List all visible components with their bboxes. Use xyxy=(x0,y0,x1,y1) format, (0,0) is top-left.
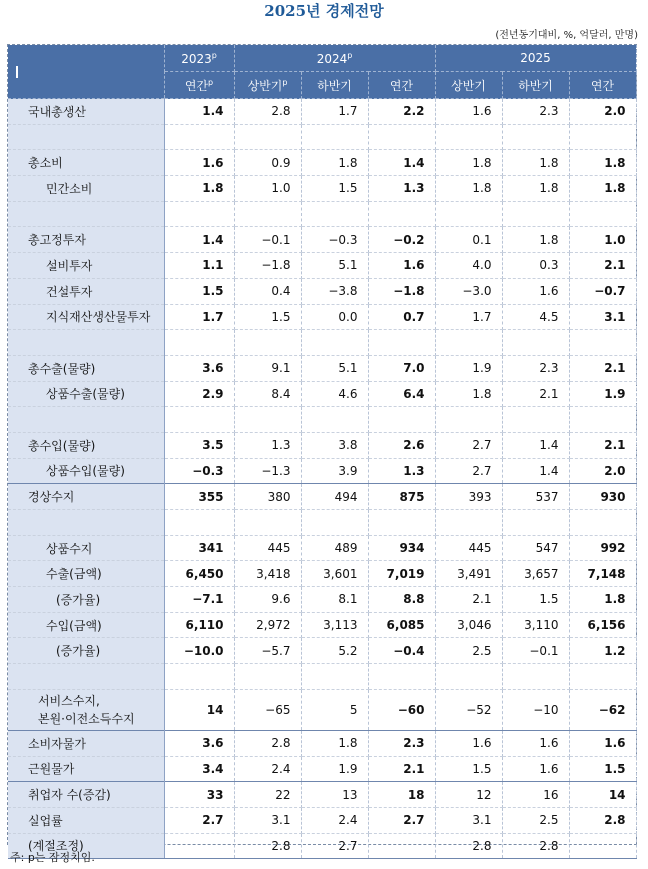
table-row xyxy=(8,304,636,330)
table-cell: 2.5 xyxy=(435,638,502,664)
table-cell: 3,046 xyxy=(435,612,502,638)
row-label: 건설투자 xyxy=(8,278,164,304)
table-cell: 2.5 xyxy=(502,807,569,833)
table-cell: 18 xyxy=(368,782,435,808)
table-cell: 2.8 xyxy=(234,833,301,859)
header-period: 하반기 xyxy=(502,72,569,99)
table-cell: 355 xyxy=(164,484,234,510)
row-label: 민간소비 xyxy=(8,176,164,202)
row-label xyxy=(8,124,164,150)
table-row xyxy=(8,381,636,407)
table-cell: 1.8 xyxy=(569,587,636,613)
row-label xyxy=(8,330,164,356)
table-row xyxy=(8,278,636,304)
table-cell: 0.4 xyxy=(234,278,301,304)
table-cell: 16 xyxy=(502,782,569,808)
table-cell: 5 xyxy=(301,689,368,730)
table-cell: 380 xyxy=(234,484,301,510)
table-cell: 1.3 xyxy=(368,176,435,202)
table-cell: 3.1 xyxy=(234,807,301,833)
table-cell: 341 xyxy=(164,535,234,561)
table-cell xyxy=(164,833,234,859)
table-cell: 1.8 xyxy=(301,730,368,756)
table-row xyxy=(8,510,636,536)
table-cell: 0.1 xyxy=(435,227,502,253)
table-cell xyxy=(435,201,502,227)
table-cell: 8.4 xyxy=(234,381,301,407)
table-cell xyxy=(234,664,301,690)
table-cell: 2.1 xyxy=(368,756,435,782)
table-cell: 2.1 xyxy=(569,432,636,458)
row-label: 지식재산생산물투자 xyxy=(8,304,164,330)
row-label xyxy=(8,201,164,227)
table-cell: 9.1 xyxy=(234,355,301,381)
table-cell: 1.9 xyxy=(569,381,636,407)
table-cell: 2.6 xyxy=(368,432,435,458)
table-cell: −0.3 xyxy=(301,227,368,253)
table-cell xyxy=(435,407,502,433)
table-row xyxy=(8,756,636,782)
table-cell: −1.8 xyxy=(368,278,435,304)
table-cell: −62 xyxy=(569,689,636,730)
header-period: 상반기$^p$ xyxy=(234,72,301,99)
forecast-table xyxy=(8,45,637,859)
page-title: 2025년 경제전망 xyxy=(264,2,384,20)
row-label: 수입(금액) xyxy=(8,612,164,638)
header-year-2023: 2023$^p$ xyxy=(164,45,234,72)
table-cell: 2.1 xyxy=(502,381,569,407)
table-cell: 1.5 xyxy=(234,304,301,330)
table-row xyxy=(8,432,636,458)
table-cell: 1.0 xyxy=(234,176,301,202)
table-cell: 4.0 xyxy=(435,253,502,279)
table-cell xyxy=(164,407,234,433)
table-row xyxy=(8,253,636,279)
table-row xyxy=(8,227,636,253)
table-cell: 5.1 xyxy=(301,355,368,381)
table-cell: 1.6 xyxy=(368,253,435,279)
table-cell: 934 xyxy=(368,535,435,561)
table-cell: 3.1 xyxy=(569,304,636,330)
row-label: 서비스수지, 본원·이전소득수지 xyxy=(8,689,164,730)
table-cell: 2.4 xyxy=(301,807,368,833)
row-label xyxy=(8,510,164,536)
table-row xyxy=(8,484,636,510)
table-cell xyxy=(569,833,636,859)
table-cell xyxy=(368,201,435,227)
table-cell xyxy=(234,330,301,356)
table-cell xyxy=(164,201,234,227)
row-label: 총수출(물량) xyxy=(8,355,164,381)
table-row xyxy=(8,458,636,484)
table-cell: 494 xyxy=(301,484,368,510)
header-row-years xyxy=(8,45,636,72)
table-cell: 2.3 xyxy=(368,730,435,756)
table-cell: 12 xyxy=(435,782,502,808)
table-cell xyxy=(502,407,569,433)
table-cell xyxy=(368,510,435,536)
table-row xyxy=(8,355,636,381)
table-row xyxy=(8,535,636,561)
table-row xyxy=(8,201,636,227)
table-cell: 3.6 xyxy=(164,730,234,756)
table-cell: −0.7 xyxy=(569,278,636,304)
row-label: (계절조정) xyxy=(8,833,164,859)
table-cell: 1.5 xyxy=(435,756,502,782)
table-cell: 1.8 xyxy=(502,150,569,176)
table-cell: 22 xyxy=(234,782,301,808)
table-row xyxy=(8,638,636,664)
row-label: 상품수지 xyxy=(8,535,164,561)
table-row xyxy=(8,561,636,587)
table-cell: 1.4 xyxy=(164,227,234,253)
table-cell: 1.8 xyxy=(502,227,569,253)
table-cell: 1.5 xyxy=(301,176,368,202)
table-cell: 2.2 xyxy=(368,99,435,125)
table-row xyxy=(8,664,636,690)
table-cell xyxy=(164,330,234,356)
table-cell: 3.4 xyxy=(164,756,234,782)
row-label: 수출(금액) xyxy=(8,561,164,587)
footnote: 주: p는 잠정치임. xyxy=(10,851,95,864)
table-cell: 1.8 xyxy=(435,150,502,176)
table-cell xyxy=(502,664,569,690)
table-cell xyxy=(435,664,502,690)
table-cell: 8.1 xyxy=(301,587,368,613)
table-cell: 2.8 xyxy=(234,730,301,756)
table-cell: 3.8 xyxy=(301,432,368,458)
table-cell: −3.8 xyxy=(301,278,368,304)
table-cell: −65 xyxy=(234,689,301,730)
row-label: 총수입(물량) xyxy=(8,432,164,458)
table-cell: 1.6 xyxy=(502,756,569,782)
table-cell: −60 xyxy=(368,689,435,730)
unit-label: (전년동기대비, %, 억달러, 만명) xyxy=(495,30,638,41)
table-row xyxy=(8,124,636,150)
table-cell: −10.0 xyxy=(164,638,234,664)
table-cell: −0.1 xyxy=(234,227,301,253)
table-cell: 7,019 xyxy=(368,561,435,587)
table-cell: 1.2 xyxy=(569,638,636,664)
table-cell: 537 xyxy=(502,484,569,510)
table-cell: 2.7 xyxy=(164,807,234,833)
header-period: 하반기 xyxy=(301,72,368,99)
table-cell: 3.6 xyxy=(164,355,234,381)
table-cell: 1.8 xyxy=(569,176,636,202)
table-cell xyxy=(502,201,569,227)
table-cell: 1.0 xyxy=(569,227,636,253)
table-cell: 2.8 xyxy=(569,807,636,833)
table-cell: 6,450 xyxy=(164,561,234,587)
row-label xyxy=(8,664,164,690)
table-row xyxy=(8,833,636,859)
table-cell: 3.1 xyxy=(435,807,502,833)
table-row xyxy=(8,150,636,176)
table-cell: 3.5 xyxy=(164,432,234,458)
table-cell: 6.4 xyxy=(368,381,435,407)
table-cell xyxy=(164,124,234,150)
header-year-2024: 2024$^p$ xyxy=(234,45,435,72)
table-row xyxy=(8,807,636,833)
row-label: (증가율) xyxy=(8,638,164,664)
row-label: 상품수입(물량) xyxy=(8,458,164,484)
table-cell xyxy=(435,330,502,356)
table-cell: 9.6 xyxy=(234,587,301,613)
table-cell: −0.4 xyxy=(368,638,435,664)
header-period: 연간 xyxy=(569,72,636,99)
table-row xyxy=(8,730,636,756)
table-cell xyxy=(234,201,301,227)
table-cell: −3.0 xyxy=(435,278,502,304)
table-cell: 2.7 xyxy=(435,432,502,458)
table-cell: 4.6 xyxy=(301,381,368,407)
table-cell xyxy=(569,124,636,150)
table-cell: 2.1 xyxy=(435,587,502,613)
table-cell: 1.8 xyxy=(502,176,569,202)
table-cell: 2.1 xyxy=(569,253,636,279)
table-cell: 2.9 xyxy=(164,381,234,407)
row-label: 총소비 xyxy=(8,150,164,176)
table-cell xyxy=(368,407,435,433)
table-cell xyxy=(569,201,636,227)
table-cell: 2.7 xyxy=(301,833,368,859)
table-cell: 7,148 xyxy=(569,561,636,587)
row-label: 실업률 xyxy=(8,807,164,833)
table-cell: 2.8 xyxy=(502,833,569,859)
table-cell xyxy=(368,124,435,150)
table-cell xyxy=(569,407,636,433)
table-cell xyxy=(569,664,636,690)
table-cell: 4.5 xyxy=(502,304,569,330)
table-cell: 2.8 xyxy=(435,833,502,859)
table-cell: 3.9 xyxy=(301,458,368,484)
table-cell xyxy=(234,510,301,536)
table-cell: 1.1 xyxy=(164,253,234,279)
table-cell: 1.4 xyxy=(368,150,435,176)
row-label: 상품수출(물량) xyxy=(8,381,164,407)
table-cell xyxy=(569,510,636,536)
table-cell: 14 xyxy=(164,689,234,730)
table-cell: 6,110 xyxy=(164,612,234,638)
header-corner xyxy=(8,45,164,99)
table-cell: 1.6 xyxy=(435,99,502,125)
table-row xyxy=(8,176,636,202)
table-cell: 3,491 xyxy=(435,561,502,587)
table-cell: 1.8 xyxy=(435,176,502,202)
table-cell: 2.7 xyxy=(368,807,435,833)
table-cell: 1.7 xyxy=(301,99,368,125)
table-cell: 5.2 xyxy=(301,638,368,664)
table-cell: 1.8 xyxy=(435,381,502,407)
table-cell xyxy=(164,664,234,690)
table-cell: 6,085 xyxy=(368,612,435,638)
table-cell: 14 xyxy=(569,782,636,808)
table-cell: 1.9 xyxy=(435,355,502,381)
table-cell: 1.5 xyxy=(164,278,234,304)
table-cell: 3,418 xyxy=(234,561,301,587)
table-cell xyxy=(234,124,301,150)
table-cell: 2.0 xyxy=(569,458,636,484)
table-cell xyxy=(502,124,569,150)
table-cell: 1.3 xyxy=(234,432,301,458)
table-cell: 2.3 xyxy=(502,355,569,381)
table-cell xyxy=(301,124,368,150)
table-row xyxy=(8,612,636,638)
table-cell: −1.3 xyxy=(234,458,301,484)
table-cell: 445 xyxy=(435,535,502,561)
table-cell: 930 xyxy=(569,484,636,510)
table-cell: −0.3 xyxy=(164,458,234,484)
table-row xyxy=(8,407,636,433)
table-cell: 2.0 xyxy=(569,99,636,125)
header-year-2025: 2025 xyxy=(435,45,636,72)
table-cell xyxy=(164,510,234,536)
table-cell xyxy=(569,330,636,356)
row-label: 취업자 수(증감) xyxy=(8,782,164,808)
table-cell: 393 xyxy=(435,484,502,510)
table-cell xyxy=(502,330,569,356)
row-label: 근원물가 xyxy=(8,756,164,782)
table-cell: 445 xyxy=(234,535,301,561)
table-cell: 2.7 xyxy=(435,458,502,484)
table-cell: 489 xyxy=(301,535,368,561)
header-period: 연간$^p$ xyxy=(164,72,234,99)
table-row xyxy=(8,782,636,808)
table-cell xyxy=(301,407,368,433)
table-cell: −7.1 xyxy=(164,587,234,613)
row-label: (증가율) xyxy=(8,587,164,613)
row-label: 총고정투자 xyxy=(8,227,164,253)
table-cell: −5.7 xyxy=(234,638,301,664)
table-cell: 2.3 xyxy=(502,99,569,125)
table-cell: 5.1 xyxy=(301,253,368,279)
table-cell: 2.4 xyxy=(234,756,301,782)
table-cell: 0.3 xyxy=(502,253,569,279)
table-cell xyxy=(301,201,368,227)
table-cell xyxy=(368,664,435,690)
table-cell: −52 xyxy=(435,689,502,730)
table-row xyxy=(8,689,636,730)
table-cell: 7.0 xyxy=(368,355,435,381)
table-row xyxy=(8,99,636,125)
table-cell: 1.5 xyxy=(569,756,636,782)
table-cell: −0.1 xyxy=(502,638,569,664)
table-cell xyxy=(234,407,301,433)
table-cell: −1.8 xyxy=(234,253,301,279)
table-row xyxy=(8,330,636,356)
table-cell: 13 xyxy=(301,782,368,808)
row-label: 경상수지 xyxy=(8,484,164,510)
row-label xyxy=(8,407,164,433)
table-cell: 1.6 xyxy=(502,730,569,756)
table-cell: −0.2 xyxy=(368,227,435,253)
table-cell: 1.8 xyxy=(301,150,368,176)
table-row xyxy=(8,587,636,613)
table-cell: 1.6 xyxy=(435,730,502,756)
table-cell: 1.8 xyxy=(569,150,636,176)
table-cell: 1.6 xyxy=(502,278,569,304)
table-cell: 547 xyxy=(502,535,569,561)
table-cell: 1.9 xyxy=(301,756,368,782)
table-cell: 1.5 xyxy=(502,587,569,613)
table-cell: 0.7 xyxy=(368,304,435,330)
table-cell: 6,156 xyxy=(569,612,636,638)
table-cell: 1.7 xyxy=(435,304,502,330)
table-cell: 2,972 xyxy=(234,612,301,638)
table-cell: 992 xyxy=(569,535,636,561)
table-cell: 3,110 xyxy=(502,612,569,638)
table-cell: 1.3 xyxy=(368,458,435,484)
table-cell xyxy=(435,124,502,150)
table-cell: 0.0 xyxy=(301,304,368,330)
table-cell: 3,657 xyxy=(502,561,569,587)
table-cell: 3,113 xyxy=(301,612,368,638)
header-period: 상반기 xyxy=(435,72,502,99)
header-period: 연간 xyxy=(368,72,435,99)
table-cell: 33 xyxy=(164,782,234,808)
table-cell: 2.1 xyxy=(569,355,636,381)
row-label: 국내총생산 xyxy=(8,99,164,125)
table-cell xyxy=(435,510,502,536)
table-cell: 1.7 xyxy=(164,304,234,330)
table-cell xyxy=(368,330,435,356)
table-cell: 3,601 xyxy=(301,561,368,587)
table-cell xyxy=(301,330,368,356)
table-cell: −10 xyxy=(502,689,569,730)
header-bar-mark xyxy=(16,66,18,78)
table-cell: 0.9 xyxy=(234,150,301,176)
table-cell: 2.8 xyxy=(234,99,301,125)
table-cell xyxy=(301,510,368,536)
table-cell: 1.4 xyxy=(502,432,569,458)
table-cell: 1.4 xyxy=(164,99,234,125)
table-cell xyxy=(502,510,569,536)
table-cell: 1.6 xyxy=(569,730,636,756)
row-label: 설비투자 xyxy=(8,253,164,279)
table-cell: 875 xyxy=(368,484,435,510)
row-label: 소비자물가 xyxy=(8,730,164,756)
table-cell: 8.8 xyxy=(368,587,435,613)
table-body xyxy=(8,99,636,859)
table-cell: 1.6 xyxy=(164,150,234,176)
table-cell: 1.4 xyxy=(502,458,569,484)
table-cell xyxy=(301,664,368,690)
table-cell: 1.8 xyxy=(164,176,234,202)
table-cell xyxy=(368,833,435,859)
